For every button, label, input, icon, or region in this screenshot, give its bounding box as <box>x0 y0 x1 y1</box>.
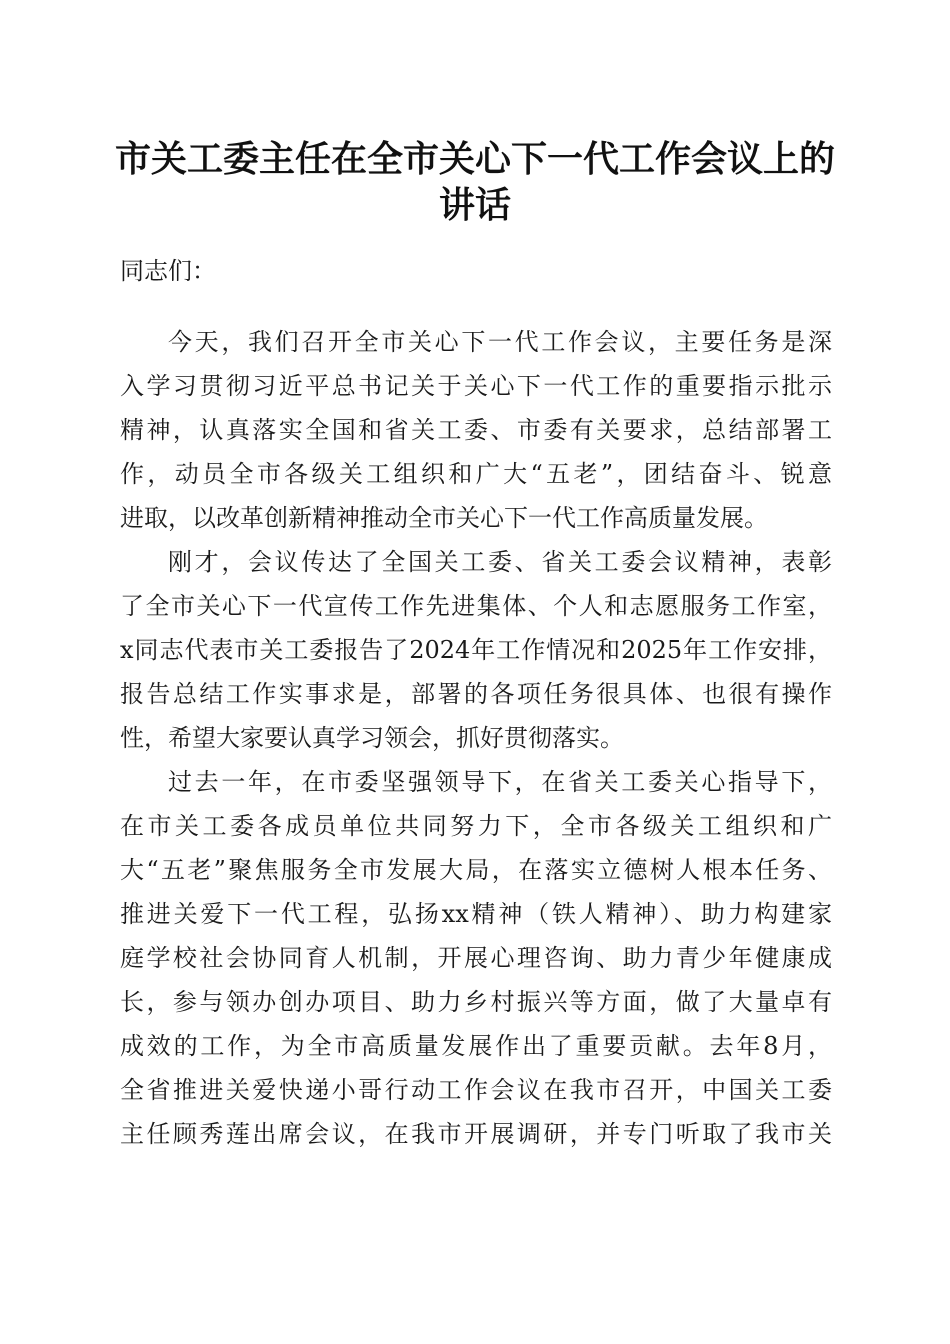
paragraph-3-line-1: 过去一年，在市委坚强领导下，在省关工委关心指导下， <box>168 768 832 796</box>
document-title-line-1: 市关工委主任在全市关心下一代工作会议上的 <box>114 139 835 180</box>
salutation: 同志们： <box>120 257 216 285</box>
paragraph-2-line-3: x同志代表市关工委报告了2024年工作情况和2025年工作安排， <box>120 636 832 664</box>
paragraph-2-line-5: 性，希望大家要认真学习领会，抓好贯彻落实。 <box>120 724 624 752</box>
paragraph-1-line-4: 作，动员全市各级关工组织和广大“五老”，团结奋斗、锐意 <box>120 460 832 488</box>
paragraph-1-line-2: 入学习贯彻习近平总书记关于关心下一代工作的重要指示批示 <box>120 372 832 400</box>
paragraph-3-line-3: 大“五老”聚焦服务全市发展大局，在落实立德树人根本任务、 <box>120 856 832 884</box>
paragraph-2-line-4: 报告总结工作实事求是，部署的各项任务很具体、也很有操作 <box>120 680 832 708</box>
paragraph-3-line-4: 推进关爱下一代工程，弘扬xx精神（铁人精神）、助力构建家 <box>120 900 832 928</box>
document-title-line-2: 讲话 <box>438 185 511 226</box>
paragraph-2-line-1: 刚才，会议传达了全国关工委、省关工委会议精神，表彰 <box>168 548 832 576</box>
paragraph-3-line-2: 在市关工委各成员单位共同努力下，全市各级关工组织和广 <box>120 812 832 840</box>
paragraph-2-line-2: 了全市关心下一代宣传工作先进集体、个人和志愿服务工作室， <box>120 592 832 620</box>
paragraph-3-line-7: 成效的工作，为全市高质量发展作出了重要贡献。去年8月， <box>120 1032 832 1060</box>
paragraph-1-line-5: 进取，以改革创新精神推动全市关心下一代工作高质量发展。 <box>120 504 768 532</box>
paragraph-1-line-1: 今天，我们召开全市关心下一代工作会议，主要任务是深 <box>168 328 832 356</box>
paragraph-3-line-8: 全省推进关爱快递小哥行动工作会议在我市召开，中国关工委 <box>120 1076 832 1104</box>
paragraph-3-line-6: 长，参与领办创办项目、助力乡村振兴等方面，做了大量卓有 <box>120 988 832 1016</box>
paragraph-1-line-3: 精神，认真落实全国和省关工委、市委有关要求，总结部署工 <box>120 416 832 444</box>
paragraph-3-line-9: 主任顾秀莲出席会议，在我市开展调研，并专门听取了我市关 <box>120 1120 832 1148</box>
paragraph-3-line-5: 庭学校社会协同育人机制，开展心理咨询、助力青少年健康成 <box>120 944 832 972</box>
